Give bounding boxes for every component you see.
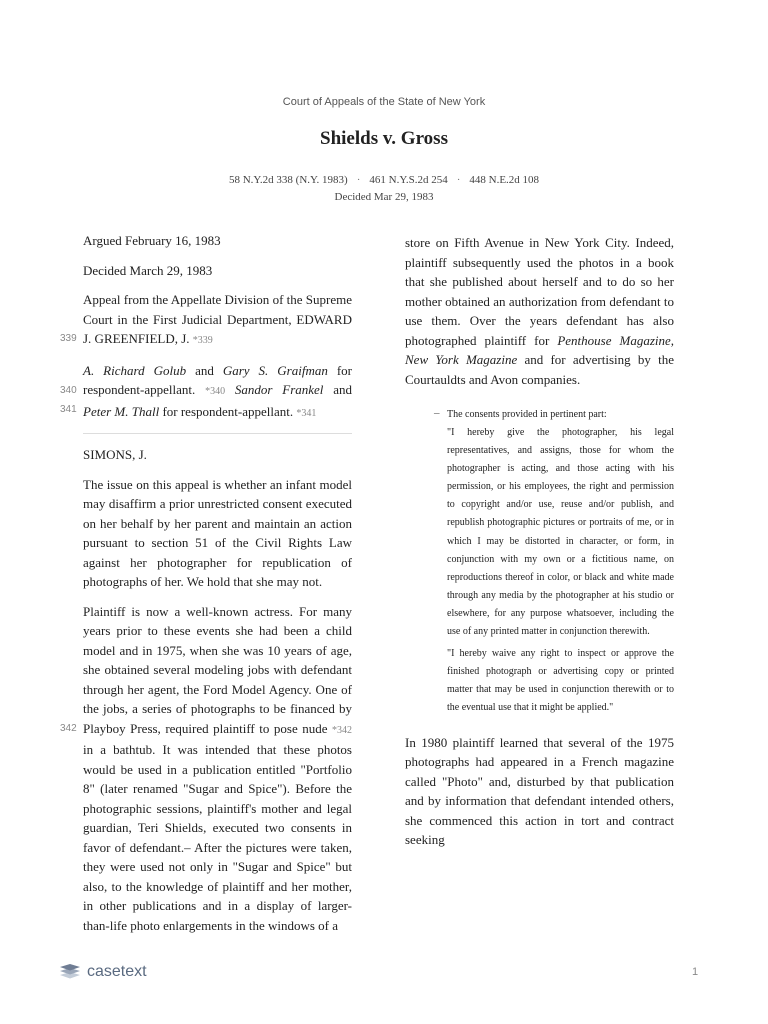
footnote-marker[interactable]: – (434, 407, 440, 419)
facts-paragraph (60, 602, 352, 936)
counsel-name: Sandor Frankel (234, 382, 324, 397)
page-number: 1 (692, 966, 699, 978)
judge-name: SIMONS, J. (83, 447, 147, 462)
facts-text: Plaintiff is now a well-known actress. For many years prior to these events she had been a child model and in 1975, when she was 10 years of age, she obtained several modeling jobs with defendant through her agent, the Ford Model Agency. One of the jobs, a series of photographs to be financed by Playboy Press, required plaintiff to pose nude (83, 603, 352, 736)
section-divider (83, 433, 352, 434)
counsel-name: Gary S. Graifman (222, 362, 328, 378)
star-page-339: *339 (192, 335, 213, 346)
brand-name: casetext (87, 963, 147, 980)
decided-date: Decided Mar 29, 1983 (334, 191, 434, 203)
star-page-341: *341 (296, 407, 317, 419)
citation-ne[interactable]: 448 N.E.2d 108 (469, 174, 540, 186)
star-page-342: *342 (332, 724, 352, 736)
footnote-intro: The consents provided in pertinent part: (447, 409, 607, 420)
page-marker-339[interactable]: 339 (60, 333, 77, 344)
counsel-name: Peter M. Thall (83, 403, 160, 419)
continued-text-end: and for advertising by the Courtauldts and Avon companies. (405, 352, 675, 387)
footnote-quote-consent: "I hereby give the photographer, his legal representatives, and assigns, those for whom the photographer is acting, and those acting with his permission, or his employees, the right and permission to copyright and/or use, reuse and/or publish, and republish photographic pictures or portraits of me, or in which I may be distorted in character, or form, in conjunction with my own or a fictitious name, on reproductions thereof in color, or black and white made through any media by the photographer at his studio or elsewhere, for any purpose whatsoever, including the use of any printed matter in conjunction therewith. (447, 427, 674, 638)
appeal-paragraph (60, 290, 352, 351)
argued-date: Argued February 16, 1983 (83, 233, 221, 248)
continued-paragraph (405, 233, 674, 389)
counsel-connector: and (323, 382, 353, 397)
court-name: Court of Appeals of the State of New York (282, 96, 486, 108)
publication-names: Penthouse Magazine, New York Magazine (405, 332, 675, 367)
continued-text: store on Fifth Avenue in New York City. Indeed, plaintiff subsequently used the photos in a book that she published about herself and to do so her mother obtained an authorization from defendant to use them. Over the years defendant has also photographed plaintiff for (405, 235, 674, 348)
issue-paragraph: The issue on this appeal is whether an infant model may disaffirm a prior unrestricted consent executed on her behalf by her parent and maintain an action pursuant to section 51 of the Civil Rights Law against her photographer for republication of photographs of her. We hold that she may not. (83, 476, 352, 589)
casetext-logo[interactable] (59, 962, 147, 982)
right-column (405, 233, 674, 860)
counsel-paragraph (60, 361, 353, 424)
page-marker-342[interactable]: 342 (60, 722, 77, 734)
citation-nysupp[interactable]: 461 N.Y.S.2d 254 (369, 174, 448, 186)
citation-nys[interactable]: 58 N.Y.2d 338 (N.Y. 1983) (228, 174, 348, 186)
counsel-connector: and (186, 362, 223, 378)
left-column (60, 231, 353, 945)
stacked-layers-icon (59, 960, 81, 985)
footnote (405, 407, 674, 718)
counsel-name: A. Richard Golub (83, 362, 187, 378)
appeal-text: Appeal from the Appellate Division of the Supreme Court in the First Judicial Department, EDWARD J. GREENFIELD, J. (83, 292, 352, 346)
citation-separator: · (356, 174, 361, 186)
page-marker-341[interactable]: 341 (60, 403, 77, 415)
citation-separator: · (456, 174, 461, 186)
later-paragraph: In 1980 plaintiff learned that several of the 1975 photographs had appeared in a French magazine called "Photo" and, disturbed by that publication and by information that defendant intended others, she commenced this action in tort and contract seeking (405, 734, 674, 847)
counsel-role: for respondent-appellant. (159, 403, 297, 419)
decided-line: Decided March 29, 1983 (83, 262, 213, 278)
counsel-role: for respondent-appellant. (83, 362, 352, 397)
facts-text-continued: in a bathtub. It was intended that these photos would be used in a publication entitled "Portfolio 8" (later renamed "Sugar and Spice"). Before the photographic sessions, plaintiff's mother and legal guardian, Teri Shields, executed two consents in favor of defendant.– After the pictures were taken, they were used not only in "Sugar and Spice" but also, to the knowledge of plaintiff and her mother, in other publications and in a display of larger-than-life photo enlargements in the windows of a (83, 742, 352, 933)
citations (0, 174, 768, 186)
footnote-quote-waiver: "I hereby waive any right to inspect or approve the finished photograph or advertising copy or printed matter that may be used in conjunction therewith or to the eventual use that it might be applied." (447, 648, 674, 714)
case-title: Shields v. Gross (320, 128, 448, 149)
page-marker-340[interactable]: 340 (60, 384, 77, 396)
star-page-340: *340 (205, 386, 226, 397)
